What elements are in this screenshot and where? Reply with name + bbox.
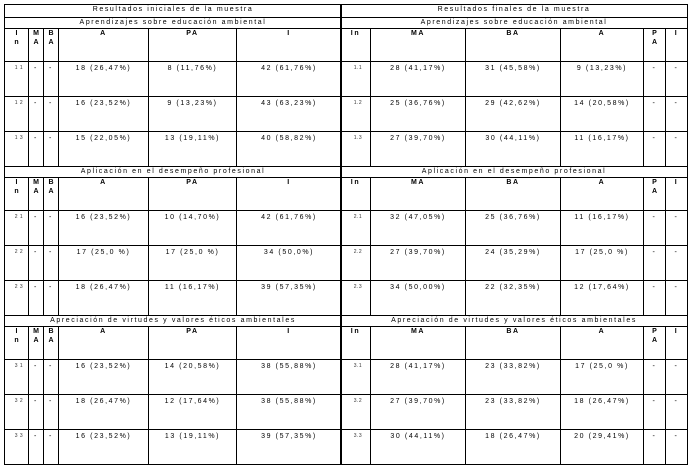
cell-a: 18 (26,47%) — [59, 395, 149, 430]
cell-ma: 27 (39,70%) — [371, 132, 466, 167]
row-code: 2.3 — [341, 281, 371, 316]
cell-pa: 17 (25,0 %) — [149, 246, 237, 281]
header-a: A — [59, 327, 149, 360]
cell-pa: - — [644, 360, 666, 395]
table-row — [5, 430, 342, 465]
row-code: 3 2 — [5, 395, 29, 430]
header-ma: M A — [29, 29, 44, 62]
cell-i: 38 (55,88%) — [237, 395, 342, 430]
cell-ma: - — [29, 360, 44, 395]
row-code: 1 2 — [5, 97, 29, 132]
cell-ba: - — [44, 395, 59, 430]
cell-ba: - — [44, 97, 59, 132]
header-i: I — [666, 178, 688, 211]
cell-ma: - — [29, 395, 44, 430]
row-code: 2 1 — [5, 211, 29, 246]
cell-ma: - — [29, 97, 44, 132]
cell-pa: 11 (16,17%) — [149, 281, 237, 316]
header-pa: PA — [149, 327, 237, 360]
table-row — [341, 281, 688, 316]
cell-a: 18 (26,47%) — [59, 62, 149, 97]
cell-a: 15 (22,05%) — [59, 132, 149, 167]
cell-pa: 14 (20,58%) — [149, 360, 237, 395]
cell-pa: - — [644, 62, 666, 97]
cell-pa: 8 (11,76%) — [149, 62, 237, 97]
section-title: Apreciación de virtudes y valores éticos ambientales — [5, 316, 342, 327]
cell-a: 16 (23,52%) — [59, 430, 149, 465]
final-results-panel — [340, 4, 687, 465]
initial-results-title: Resultados iniciales de la muestra — [5, 5, 342, 18]
cell-ma: - — [29, 430, 44, 465]
cell-ma: 32 (47,05%) — [371, 211, 466, 246]
cell-ba: - — [44, 62, 59, 97]
cell-pa: 12 (17,64%) — [149, 395, 237, 430]
header-a: A — [561, 178, 644, 211]
cell-i: - — [666, 97, 688, 132]
header-ma: MA — [371, 178, 466, 211]
header-i: I — [237, 327, 342, 360]
row-code: 1 3 — [5, 132, 29, 167]
cell-ba: - — [44, 246, 59, 281]
table-row — [341, 246, 688, 281]
header-ma: MA — [371, 29, 466, 62]
cell-pa: - — [644, 246, 666, 281]
row-code: 2.1 — [341, 211, 371, 246]
cell-a: 17 (25,0 %) — [59, 246, 149, 281]
header-i: I — [666, 29, 688, 62]
header-in: I n — [5, 327, 29, 360]
section-title: Aprendizajes sobre educación ambiental — [341, 18, 688, 29]
table-row — [341, 132, 688, 167]
cell-pa: - — [644, 281, 666, 316]
header-ba: BA — [466, 327, 561, 360]
cell-ba: - — [44, 360, 59, 395]
cell-ma: 28 (41,17%) — [371, 360, 466, 395]
cell-i: - — [666, 395, 688, 430]
cell-ma: - — [29, 281, 44, 316]
table-row — [5, 360, 342, 395]
cell-a: 16 (23,52%) — [59, 97, 149, 132]
table-row — [5, 132, 342, 167]
cell-ma: 34 (50,00%) — [371, 281, 466, 316]
cell-a: 14 (20,58%) — [561, 97, 644, 132]
header-ba: B A — [44, 29, 59, 62]
cell-ba: - — [44, 211, 59, 246]
cell-ba: 23 (33,82%) — [466, 360, 561, 395]
cell-pa: 13 (19,11%) — [149, 430, 237, 465]
cell-ba: - — [44, 281, 59, 316]
cell-a: 17 (25,0 %) — [561, 360, 644, 395]
cell-ma: - — [29, 246, 44, 281]
section-title: Aplicación en el desempeño profesional — [5, 167, 342, 178]
row-code: 1.3 — [341, 132, 371, 167]
row-code: 1.1 — [341, 62, 371, 97]
header-in: I n — [5, 29, 29, 62]
cell-ba: 30 (44,11%) — [466, 132, 561, 167]
cell-i: - — [666, 246, 688, 281]
cell-ba: 31 (45,58%) — [466, 62, 561, 97]
header-i: I — [666, 327, 688, 360]
header-a: A — [59, 29, 149, 62]
row-code: 3 1 — [5, 360, 29, 395]
row-code: 3.3 — [341, 430, 371, 465]
header-pa: PA — [149, 29, 237, 62]
cell-ma: - — [29, 132, 44, 167]
header-in: In — [341, 327, 371, 360]
cell-ba: 25 (36,76%) — [466, 211, 561, 246]
final-results-table — [340, 4, 688, 465]
cell-i: 40 (58,82%) — [237, 132, 342, 167]
cell-pa: - — [644, 132, 666, 167]
cell-ma: 30 (44,11%) — [371, 430, 466, 465]
header-ba: BA — [466, 178, 561, 211]
cell-a: 17 (25,0 %) — [561, 246, 644, 281]
header-pa: P A — [644, 327, 666, 360]
table-row — [5, 246, 342, 281]
header-a: A — [59, 178, 149, 211]
cell-a: 20 (29,41%) — [561, 430, 644, 465]
row-code: 3 3 — [5, 430, 29, 465]
cell-pa: - — [644, 395, 666, 430]
cell-ma: 27 (39,70%) — [371, 246, 466, 281]
cell-ba: 29 (42,62%) — [466, 97, 561, 132]
header-pa: P A — [644, 178, 666, 211]
cell-a: 18 (26,47%) — [59, 281, 149, 316]
cell-a: 11 (16,17%) — [561, 211, 644, 246]
cell-a: 16 (23,52%) — [59, 211, 149, 246]
cell-i: 38 (55,88%) — [237, 360, 342, 395]
table-row — [5, 395, 342, 430]
row-code: 1 1 — [5, 62, 29, 97]
row-code: 2 2 — [5, 246, 29, 281]
cell-pa: 10 (14,70%) — [149, 211, 237, 246]
cell-i: - — [666, 281, 688, 316]
header-ba: B A — [44, 178, 59, 211]
header-ma: M A — [29, 327, 44, 360]
table-row — [5, 281, 342, 316]
cell-pa: - — [644, 211, 666, 246]
table-row — [5, 62, 342, 97]
cell-i: 34 (50,0%) — [237, 246, 342, 281]
header-ba: BA — [466, 29, 561, 62]
section-title: Apreciación de virtudes y valores éticos ambientales — [341, 316, 688, 327]
results-table-container — [4, 4, 687, 450]
header-in: In — [341, 29, 371, 62]
cell-a: 18 (26,47%) — [561, 395, 644, 430]
cell-i: - — [666, 62, 688, 97]
cell-ba: 23 (33,82%) — [466, 395, 561, 430]
section-title: Aplicación en el desempeño profesional — [341, 167, 688, 178]
cell-ma: - — [29, 211, 44, 246]
final-results-title: Resultados finales de la muestra — [341, 5, 688, 18]
header-in: I n — [5, 178, 29, 211]
cell-i: 42 (61,76%) — [237, 211, 342, 246]
table-row — [341, 97, 688, 132]
header-ba: B A — [44, 327, 59, 360]
table-row — [5, 97, 342, 132]
header-i: I — [237, 178, 342, 211]
cell-ba: 22 (32,35%) — [466, 281, 561, 316]
table-row — [341, 360, 688, 395]
table-row — [341, 211, 688, 246]
cell-pa: - — [644, 97, 666, 132]
cell-ma: 28 (41,17%) — [371, 62, 466, 97]
cell-a: 9 (13,23%) — [561, 62, 644, 97]
table-row — [341, 62, 688, 97]
header-a: A — [561, 327, 644, 360]
header-ma: MA — [371, 327, 466, 360]
table-row — [341, 395, 688, 430]
header-i: I — [237, 29, 342, 62]
cell-ma: - — [29, 62, 44, 97]
table-row — [341, 430, 688, 465]
initial-results-panel — [4, 4, 341, 465]
cell-i: - — [666, 132, 688, 167]
cell-pa: 13 (19,11%) — [149, 132, 237, 167]
cell-ba: 18 (26,47%) — [466, 430, 561, 465]
cell-i: - — [666, 360, 688, 395]
row-code: 2.2 — [341, 246, 371, 281]
header-pa: P A — [644, 29, 666, 62]
cell-a: 11 (16,17%) — [561, 132, 644, 167]
cell-pa: - — [644, 430, 666, 465]
cell-ba: - — [44, 132, 59, 167]
section-title: Aprendizajes sobre educación ambiental — [5, 18, 342, 29]
cell-i: - — [666, 430, 688, 465]
cell-a: 16 (23,52%) — [59, 360, 149, 395]
row-code: 1.2 — [341, 97, 371, 132]
table-row — [5, 211, 342, 246]
cell-ma: 25 (36,76%) — [371, 97, 466, 132]
cell-i: 43 (63,23%) — [237, 97, 342, 132]
initial-results-table — [4, 4, 342, 465]
cell-i: 39 (57,35%) — [237, 281, 342, 316]
header-a: A — [561, 29, 644, 62]
cell-a: 12 (17,64%) — [561, 281, 644, 316]
header-ma: M A — [29, 178, 44, 211]
cell-i: - — [666, 211, 688, 246]
cell-i: 42 (61,76%) — [237, 62, 342, 97]
cell-i: 39 (57,35%) — [237, 430, 342, 465]
cell-ba: 24 (35,29%) — [466, 246, 561, 281]
header-pa: PA — [149, 178, 237, 211]
row-code: 3.2 — [341, 395, 371, 430]
header-in: In — [341, 178, 371, 211]
row-code: 2 3 — [5, 281, 29, 316]
cell-ma: 27 (39,70%) — [371, 395, 466, 430]
row-code: 3.1 — [341, 360, 371, 395]
cell-pa: 9 (13,23%) — [149, 97, 237, 132]
cell-ba: - — [44, 430, 59, 465]
